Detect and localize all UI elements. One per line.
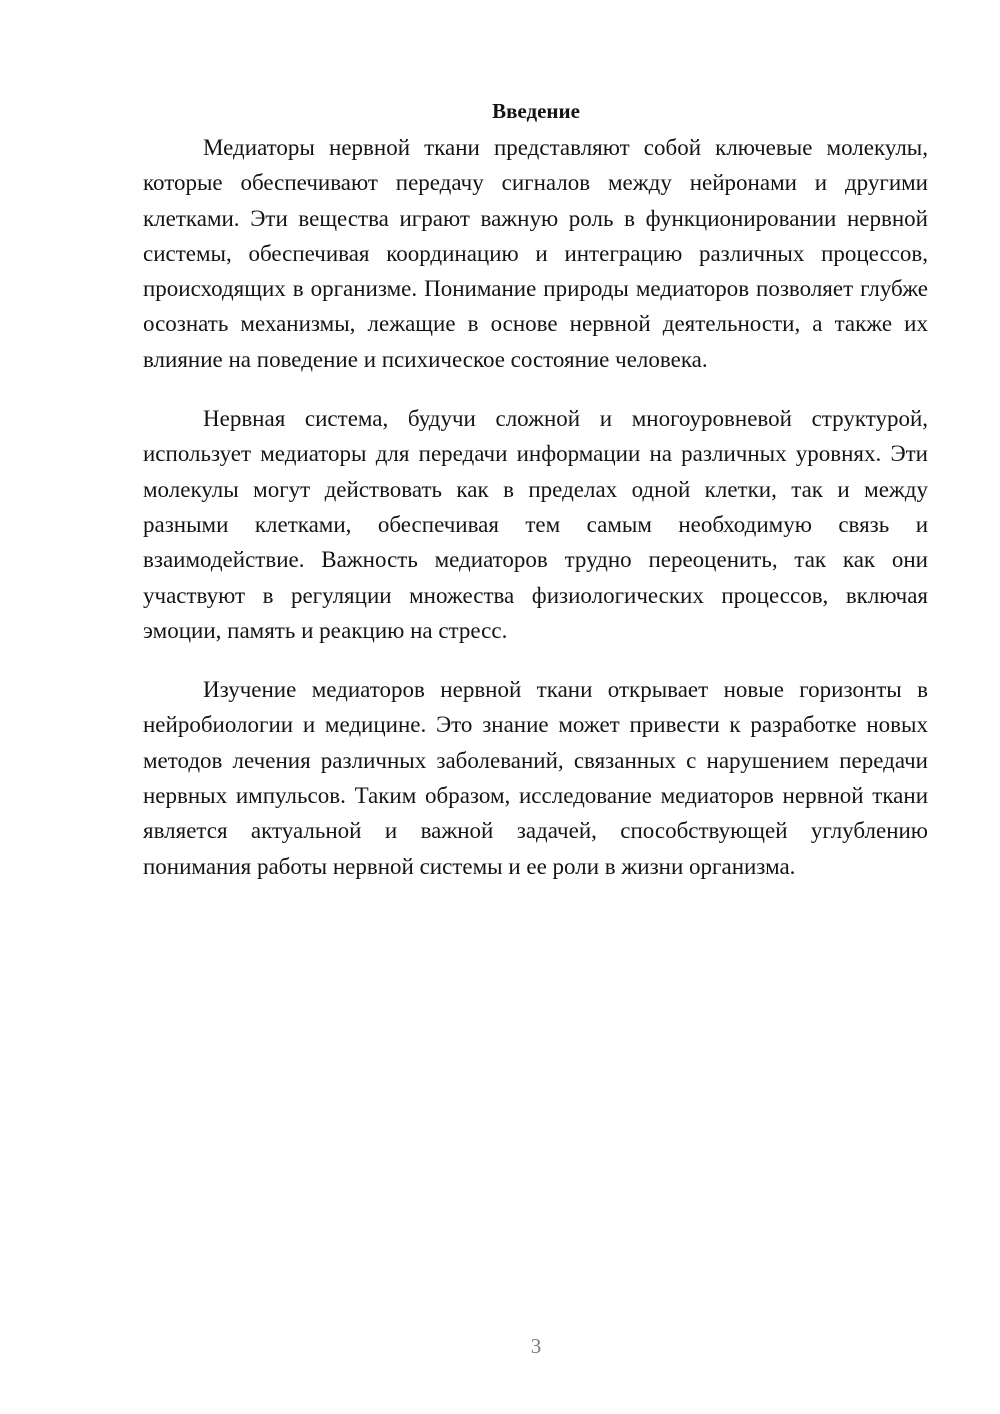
paragraph-3: Изучение медиаторов нервной ткани открывает новые горизонты в нейробиологии и медицине. Это знание может привести к разработке новых методов лечения различных заболеваний, связанных с нарушением передачи нервных импульсов. Таким образом, исследование медиаторов нервной ткани является актуальной и важной задачей, способствующей углублению понимания работы нервной системы и ее роли в жизни организма. [143,677,928,879]
page-content [143,96,928,908]
paragraph-1: Медиаторы нервной ткани представляют собой ключевые молекулы, которые обеспечивают передачу сигналов между нейронами и другими клетками. Эти вещества играют важную роль в функционировании нервной системы, обеспечивая координацию и интеграцию различных процессов, происходящих в организме. Понимание природы медиаторов позволяет глубже осознать механизмы, лежащие в основе нервной деятельности, а также их влияние на поведение и психическое состояние человека. [143,135,928,372]
section-title: Введение [492,99,580,123]
paragraph-2: Нервная система, будучи сложной и многоуровневой структурой, использует медиаторы для передачи информации на различных уровнях. Эти молекулы могут действовать как в пределах одной клетки, так и между разными клетками, обеспечивая тем самым необходимую связь и взаимодействие. Важность медиаторов трудно переоценить, так как они участвуют в регуляции множества физиологических процессов, включая эмоции, память и реакцию на стресс. [143,406,928,643]
page-number: 3 [530,1334,542,1358]
